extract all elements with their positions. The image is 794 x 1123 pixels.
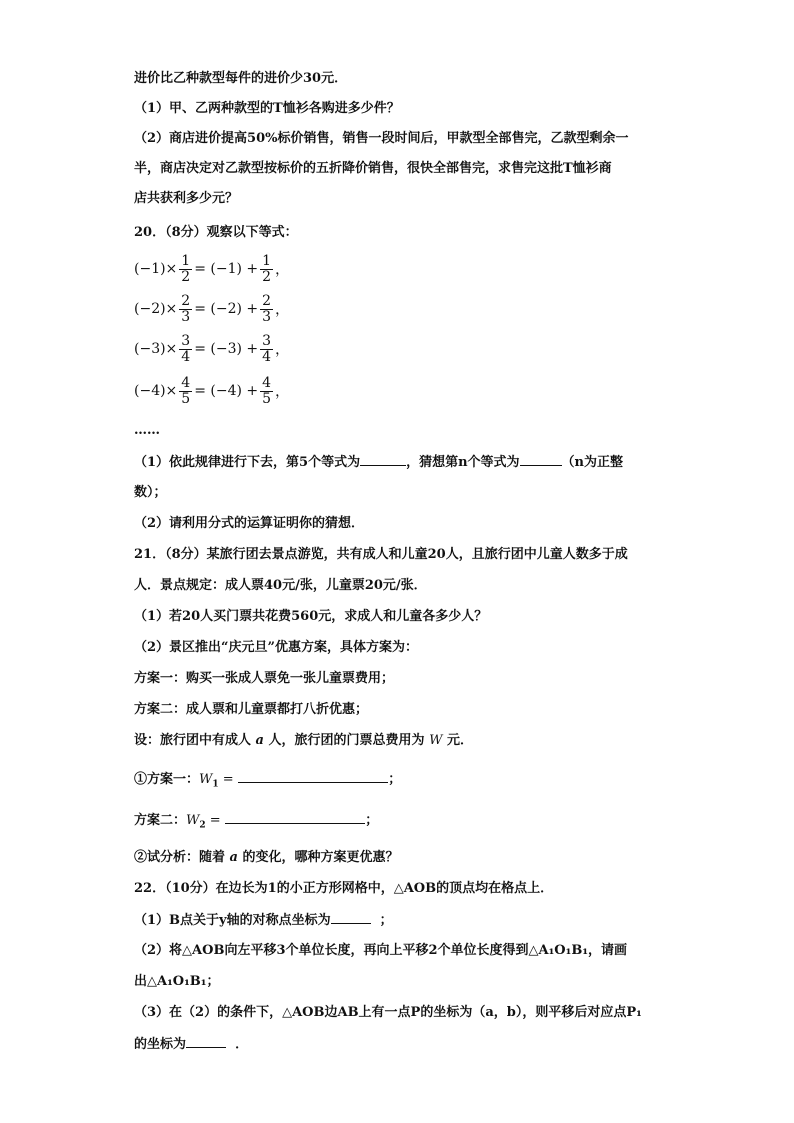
denominator: 5 (181, 390, 191, 407)
plan-one-cost (134, 770, 401, 794)
text-span: ； (388, 772, 402, 787)
question-22-3: （3）在（2）的条件下，△AOB边AB上有一点P的坐标为（a，b），则平移后对应点P₁ (134, 1005, 642, 1020)
text-span: ②试分析：随着 (134, 850, 226, 865)
text-line: 出△A₁O₁B₁； (134, 974, 220, 989)
question-19-1: （1）甲、乙两种款型的T恤衫各购进多少件？ (134, 101, 400, 116)
numerator: 3 (181, 332, 191, 349)
question-21-1: （1）若20人买门票共花费560元，求成人和儿童各多少人？ (134, 609, 488, 624)
question-19-2: （2）商店进价提高50%标价销售，销售一段时间后，甲款型全部售完，乙款型剩余一 (134, 131, 629, 146)
equation-4 (134, 372, 289, 410)
eq-mid: = (−4) + (194, 383, 259, 399)
question-21-2: （2）景区推出“庆元旦”优惠方案，具体方案为： (134, 640, 419, 655)
w-label: W (186, 813, 200, 828)
subscript: 1 (212, 779, 219, 790)
numerator: 2 (181, 292, 191, 309)
text-line: 进价比乙种款型每件的进价少30元． (134, 71, 348, 86)
denominator: 3 (262, 308, 272, 325)
denominator: 4 (262, 348, 272, 365)
variable-a: a (255, 733, 264, 748)
w-label: W (199, 772, 213, 787)
text-span: 的坐标为 (134, 1037, 187, 1052)
denominator: 3 (181, 308, 191, 325)
answer-blank[interactable] (520, 453, 562, 466)
fraction (260, 334, 273, 365)
fraction (179, 376, 192, 407)
question-21-title: 21．（8分）某旅行团去景点游览，共有成人和儿童20人，且旅行团中儿童人数多于成 (134, 547, 628, 562)
question-20-title: 20．（8分）观察以下等式： (134, 225, 298, 240)
text-span: （1）依此规律进行下去，第5个等式为 (134, 455, 361, 470)
analysis-line (134, 849, 399, 867)
denominator: 5 (262, 390, 272, 407)
text-span: 设：旅行团中有成人 (134, 733, 252, 748)
text-span: （n为正整 (561, 455, 623, 470)
question-22-1 (134, 911, 393, 930)
answer-blank[interactable] (331, 911, 371, 924)
numerator: 4 (262, 374, 272, 391)
text-line: 半，商店决定对乙款型按标价的五折降价销售，很快全部售完，求售完这批T恤衫商 (134, 161, 612, 176)
fraction (179, 254, 192, 285)
question-20-1 (134, 453, 623, 472)
numerator: 1 (181, 252, 191, 269)
question-22-2: （2）将△AOB向左平移3个单位长度，再向上平移2个单位长度得到△A₁O₁B₁，请画 (134, 943, 628, 958)
numerator: 4 (181, 374, 191, 391)
eq-end: ， (275, 342, 290, 358)
text-span: ． (235, 1037, 249, 1052)
denominator: 2 (262, 268, 272, 285)
eq-left: (−2)× (134, 301, 178, 317)
text-line: 数）； (134, 485, 167, 500)
eq-mid: = (−2) + (194, 301, 259, 317)
equation-3 (134, 330, 289, 368)
text-span: ，猜想第n个等式为 (406, 455, 520, 470)
eq-left: (−1)× (134, 261, 178, 277)
eq-mid: = (−1) + (194, 261, 259, 277)
denominator: 4 (181, 348, 191, 365)
text-line (134, 1035, 248, 1054)
fraction (260, 376, 273, 407)
plan-two-cost (134, 811, 378, 835)
ellipsis: …… (134, 423, 160, 438)
fraction (179, 334, 192, 365)
equals: = (218, 772, 234, 787)
fraction (179, 294, 192, 325)
variable-w: W (429, 733, 443, 748)
question-20-2: （2）请利用分式的运算证明你的猜想． (134, 516, 365, 531)
eq-left: (−4)× (134, 383, 178, 399)
denominator: 2 (181, 268, 191, 285)
equation-2 (134, 290, 289, 328)
fraction (260, 294, 273, 325)
eq-mid: = (−3) + (194, 341, 259, 357)
text-span: ； (379, 913, 393, 928)
text-span: 人，旅行团的门票总费用为 (268, 733, 425, 748)
plan-one: 方案一：购买一张成人票免一张儿童票费用； (134, 671, 395, 686)
answer-blank[interactable] (225, 811, 365, 824)
definition-line (134, 732, 473, 750)
text-line: 人．景点规定：成人票40元/张，儿童票20元/张． (134, 578, 427, 593)
eq-end: ， (275, 302, 290, 318)
plan-two: 方案二：成人票和儿童票都打八折优惠； (134, 702, 369, 717)
numerator: 2 (262, 292, 272, 309)
equation-1 (134, 250, 289, 288)
eq-end: ， (275, 384, 290, 400)
text-span: 元． (446, 733, 473, 748)
text-span: ①方案一： (134, 772, 200, 787)
question-22-title: 22．（10分）在边长为1的小正方形网格中，△AOB的顶点均在格点上． (134, 881, 554, 896)
numerator: 1 (262, 252, 272, 269)
numerator: 3 (262, 332, 272, 349)
fraction (260, 254, 273, 285)
text-span: （1）B点关于y轴的对称点坐标为 (134, 913, 331, 928)
text-span: 方案二： (134, 813, 187, 828)
equals: = (205, 813, 221, 828)
answer-blank[interactable] (238, 770, 388, 783)
eq-end: ， (275, 262, 290, 278)
text-line: 店共获利多少元？ (134, 191, 239, 206)
variable-a: a (229, 850, 238, 865)
answer-blank[interactable] (186, 1035, 226, 1048)
text-span: ； (365, 813, 379, 828)
answer-blank[interactable] (360, 453, 406, 466)
text-span: 的变化，哪种方案更优惠？ (242, 850, 399, 865)
subscript: 2 (199, 820, 206, 831)
eq-left: (−3)× (134, 341, 178, 357)
